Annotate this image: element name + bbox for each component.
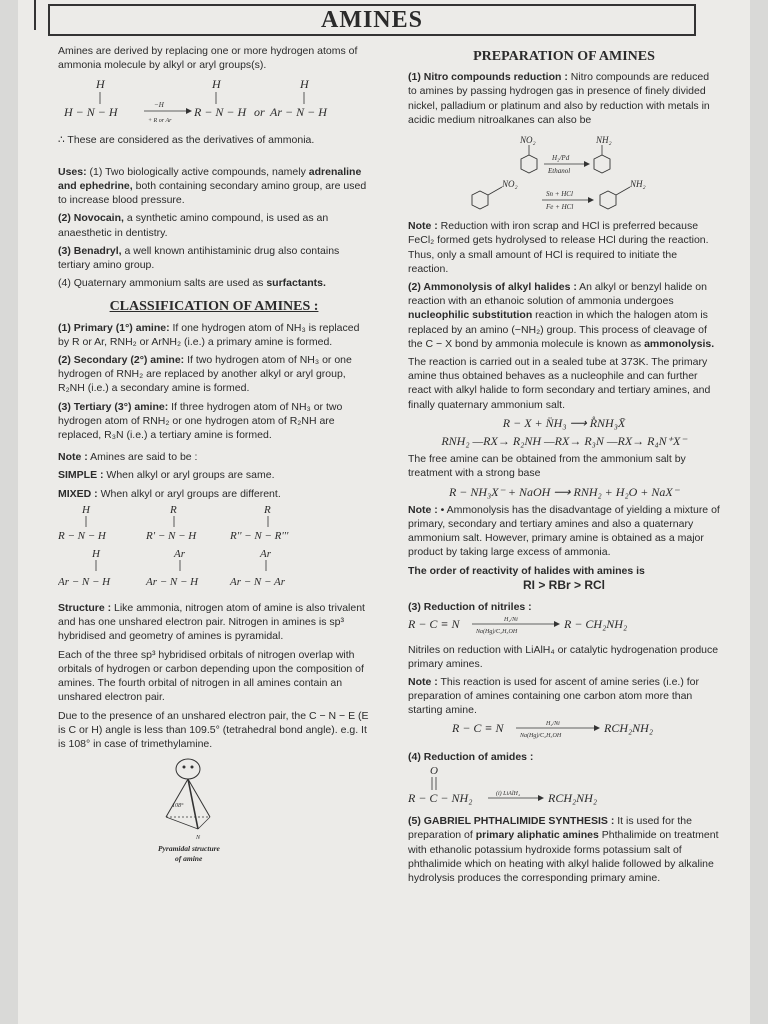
- class-tertiary-text: If three hydrogen atom of NH₃ or two hydrogen atom of RNH₂ or one hydrogen atom of R₂NH are replaced, R₃N (i.e.) a tertiary amine is formed.: [58, 400, 343, 442]
- eq-arrow-top: −H: [154, 101, 164, 110]
- struct-1: R − N − H: [58, 529, 106, 542]
- uses-4-text: (4) Quaternary ammonium salts are used as: [58, 277, 267, 290]
- class-primary-text: If one hydrogen atom of NH₃ is replaced by R or Ar, RNH₂ or ArNH₂ (i.e.) a primary amine is formed.: [58, 321, 360, 348]
- gabriel-bold: primary aliphatic amines: [475, 829, 599, 842]
- note-text: Amines are said to be :: [87, 451, 198, 464]
- struct-5: Ar − N − H: [146, 575, 199, 588]
- structure-p2: Each of the three sp³ hybridised orbitals of nitrogen overlap with orbitals of hydrogen or carbon depending upon the composition of amines. The fourth orbital of nitrogen in all amines contain an unshared electron pair.: [58, 648, 364, 704]
- struct-2: R' − N − H: [146, 529, 197, 542]
- rxn1-top: H₂/Pd: [552, 154, 570, 163]
- ammonolysis-text2: reaction in which the halogen atom is replaced by an amino (−NH₂) group. This process of cleavage of the C − X bond by ammonia molecule is known as: [408, 309, 708, 350]
- amide-equation: [408, 764, 720, 806]
- derivation-equation: [58, 76, 370, 128]
- nitrile2-top: H₂/Ni: [546, 720, 560, 727]
- nitrile-equation: [408, 614, 720, 638]
- ammonolysis-eq1: R − X + N̈H₃ ⟶ R̊NH₃X̄: [502, 415, 626, 430]
- struct-5-top: Ar: [174, 547, 185, 560]
- gabriel-synthesis: [408, 814, 720, 885]
- uses-2-text: a synthetic amino compound, is used as an anaesthetic in dentistry.: [58, 212, 329, 239]
- note-amines: [58, 450, 370, 464]
- eq-h-top-right: H: [300, 77, 309, 92]
- struct-4-top: H: [92, 547, 100, 560]
- class-secondary: [58, 353, 370, 396]
- eq-h-top-mid: H: [212, 77, 221, 92]
- mixed-structures: [58, 501, 370, 597]
- eq-rhs2: Ar − N − H: [270, 105, 327, 120]
- ammonolysis-eq3: R − NH₃X⁻ + NaOH ⟶ RNH₂ + H₂O + NaX⁻: [448, 484, 680, 499]
- margin-line: [34, 0, 36, 30]
- struct-3: R'' − N − R''': [230, 529, 289, 542]
- intro-text: Amines are derived by replacing one or more hydrogen atoms of ammonia molecule by alkyl or aryl groups(s).: [58, 45, 358, 72]
- class-secondary-label: (2) Secondary (2°) amine:: [58, 354, 185, 367]
- mixed-label: MIXED :: [58, 487, 98, 500]
- ammonolysis-text1: An alkyl or benzyl halide on reaction with an ethanoic solution of ammonia undergoes: [408, 281, 707, 308]
- note2-label: Note :: [408, 503, 438, 516]
- struct-1-top: H: [82, 503, 90, 516]
- rxn2-no2: NO₂: [502, 179, 518, 190]
- simple-def: [58, 468, 370, 482]
- nitrile-top: H₂/Ni: [504, 617, 518, 624]
- nitro-reaction-scheme: [408, 131, 720, 215]
- right-column: [408, 50, 720, 889]
- amide-lhs: R − C − NH₂: [408, 790, 473, 805]
- order-of-reactivity: The order of reactivity of halides with amines is: [408, 564, 645, 577]
- ammonolysis-bold2: ammonolysis.: [644, 337, 715, 350]
- note3-label: Note :: [408, 675, 438, 688]
- amides-label: (4) Reduction of amides :: [408, 750, 534, 763]
- ammonolysis-eq2: RNH₂ —RX→ R₂NH —RX→ R₃N —RX→ R₄N⁺X⁻: [441, 434, 687, 449]
- class-secondary-text: If two hydrogen atom of NH₃ or one hydrogen of RNH₂ are replaced by another alkyl or aryl group, R₂NH (i.e.) a secondary amine is formed.: [58, 354, 352, 395]
- simple-label: SIMPLE :: [58, 469, 104, 482]
- gabriel-text1: It is used for the preparation of: [408, 815, 692, 842]
- note2-text: • Ammonolysis has the disadvantage of yielding a mixture of primary, secondary and tertiary amines and also a quaternary ammonium salt. However, primary amine is obtained as a major product by taking large excess of ammonia.: [408, 503, 720, 559]
- gabriel-text2: Phthalimide on treatment with ethanolic potassium hydroxide forms potassium salt of phthalimide which on heating with alkyl halide followed by alkaline hydrolysis produces the corresponding primary amine.: [408, 829, 719, 884]
- uses-4-bold: surfactants.: [266, 277, 326, 290]
- uses-1-tail: both containing secondary amino group, are used to increase blood pressure.: [58, 180, 367, 207]
- nitrile-lhs: R − C ≡ N: [408, 617, 460, 632]
- rxn2-nh2: NH₂: [630, 179, 646, 190]
- nitrile-equation-2: [408, 718, 720, 742]
- nitriles-label: (3) Reduction of nitriles :: [408, 601, 532, 614]
- rxn1-bottom: Ethanol: [548, 167, 571, 176]
- pyramid-caption-1: Pyramidal structure: [158, 844, 220, 854]
- class-primary: [58, 321, 370, 349]
- amides-heading: [408, 750, 720, 764]
- nitro-label: (1) Nitro compounds reduction :: [408, 71, 568, 84]
- rxn1-no2: NO₂: [520, 135, 536, 146]
- page-title: AMINES: [48, 4, 696, 36]
- nitro-text: Nitro compounds are reduced to amines by passing hydrogen gas in presence of finely divided nickel, palladium or platinum and also by reduction with metals in acidic medium nitroalkanes can also be: [408, 71, 710, 126]
- preparation-heading: PREPARATION OF AMINES: [473, 49, 655, 64]
- note3-text: This reaction is used for ascent of amine series (i.e.) for preparation of amines containing one carbon atom more than starting amine.: [408, 675, 699, 717]
- struct-2-top: R: [170, 503, 177, 516]
- mixed-text: When alkyl or aryl groups are different.: [97, 487, 281, 500]
- uses-3-text: a well known antihistaminic drug also contains tertiary amino group.: [58, 244, 340, 272]
- simple-text: When alkyl or aryl groups are same.: [103, 469, 275, 482]
- eq-rhs1: R − N − H: [194, 105, 247, 120]
- struct-4: Ar − N − H: [58, 575, 111, 588]
- class-primary-label: (1) Primary (1°) amine:: [58, 321, 170, 334]
- class-tertiary: [58, 400, 370, 443]
- gabriel-label: (5) GABRIEL PHTHALIMIDE SYNTHESIS :: [408, 815, 615, 828]
- rxn2-bottom: Fe + HCl: [546, 203, 574, 212]
- struct-6-top: Ar: [260, 547, 271, 560]
- eq-h-top-left: H: [96, 77, 105, 92]
- nitriles-text: Nitriles on reduction with LiAlH₄ or catalytic hydrogenation produce primary amines.: [408, 643, 719, 670]
- structure-label: Structure :: [58, 602, 112, 615]
- uses-1-bold: adrenaline and ephedrine,: [58, 165, 362, 193]
- eq-lhs: H − N − H: [64, 105, 118, 120]
- uses-1-text: (1) Two biologically active compounds, namely: [86, 165, 309, 178]
- nitrile2-lhs: R − C ≡ N: [452, 720, 504, 735]
- classification-heading: CLASSIFICATION OF AMINES :: [109, 299, 319, 315]
- struct-6: Ar − N − Ar: [230, 575, 285, 588]
- uses-4: [58, 276, 370, 290]
- pyramid-angle: 108°: [172, 803, 184, 810]
- pyramid-n: N: [196, 835, 201, 842]
- amide-o: O: [430, 764, 438, 777]
- nitrile-bottom: Na(Hg)/C₂H₅OH: [476, 629, 518, 636]
- uses-2-label: (2) Novocain,: [58, 212, 124, 225]
- uses-2: [58, 211, 370, 239]
- eq-arrow-bottom: + R or Ar: [148, 118, 172, 125]
- note1-label: Note :: [408, 220, 438, 233]
- struct-3-top: R: [264, 503, 271, 516]
- rxn2-top: Sn + HCl: [546, 190, 573, 199]
- rxn1-nh2: NH₂: [596, 135, 612, 146]
- note-ammonolysis: [408, 503, 720, 560]
- left-column: [58, 44, 370, 871]
- note-nitriles: [408, 675, 720, 718]
- uses-3: [58, 244, 370, 272]
- nitrile2-bottom: Na(Hg)/C₂H₅OH: [520, 732, 562, 739]
- note1-text: Reduction with iron scrap and HCl is preferred because FeCl₂ formed gets hydrolysed to release HCl during the reaction. Thus, only a small amount of HCl is required to initiate the reaction.: [408, 220, 709, 275]
- note-iron: [408, 219, 720, 276]
- note-label: Note :: [58, 451, 88, 464]
- free-amine-text: The free amine can be obtained from the ammonium salt by treatment with a strong base: [408, 453, 686, 480]
- structure-text: Like ammonia, nitrogen atom of amine is also trivalent and has one unshared electron pair. Nitrogen in amines is sp³ hybridised and geometry of amines is pyramidal.: [58, 602, 365, 643]
- nitrile-rhs: R − CH₂NH₂: [564, 617, 628, 632]
- structure-p1: [58, 601, 370, 644]
- order-equation: RI > RBr > RCl: [522, 577, 606, 592]
- eq-or: or: [254, 105, 265, 120]
- class-tertiary-label: (3) Tertiary (3°) amine:: [58, 400, 169, 413]
- ammonolysis-bold: nucleophilic substitution: [408, 309, 533, 322]
- nitrile2-rhs: RCH₂NH₂: [604, 720, 654, 735]
- amide-rhs: RCH₂NH₂: [548, 790, 598, 805]
- ammonolysis-label: (2) Ammonolysis of alkyl halides :: [408, 281, 577, 294]
- amide-top: (i) LiAlH₄: [496, 790, 520, 797]
- nitro-reduction: [408, 70, 720, 127]
- mixed-def: [58, 487, 370, 501]
- derivatives-note: ∴ These are considered as the derivatives of ammonia.: [58, 133, 315, 146]
- nitriles-heading: [408, 600, 720, 614]
- uses-3-label: (3) Benadryl,: [58, 244, 122, 257]
- pyramidal-structure-diagram: [58, 755, 370, 867]
- ammonolysis: [408, 280, 720, 351]
- uses-1: [58, 165, 370, 208]
- ammonolysis-p2: The reaction is carried out in a sealed tube at 373K. The primary amine thus obtained behaves as a nucleophile and can further react with alkyl halide to form secondary and tertiary amines, and finally quaternary ammonium salt.: [408, 356, 711, 411]
- uses-label: Uses:: [58, 165, 87, 178]
- pyramid-caption-2: of amine: [175, 854, 203, 864]
- structure-p3: Due to the presence of an unshared electron pair, the C − N − E (E is C or H) angle is less than 109.5° (tetrahedral bond angle). e.g. It is 108° in case of trimethylamine.: [58, 709, 369, 750]
